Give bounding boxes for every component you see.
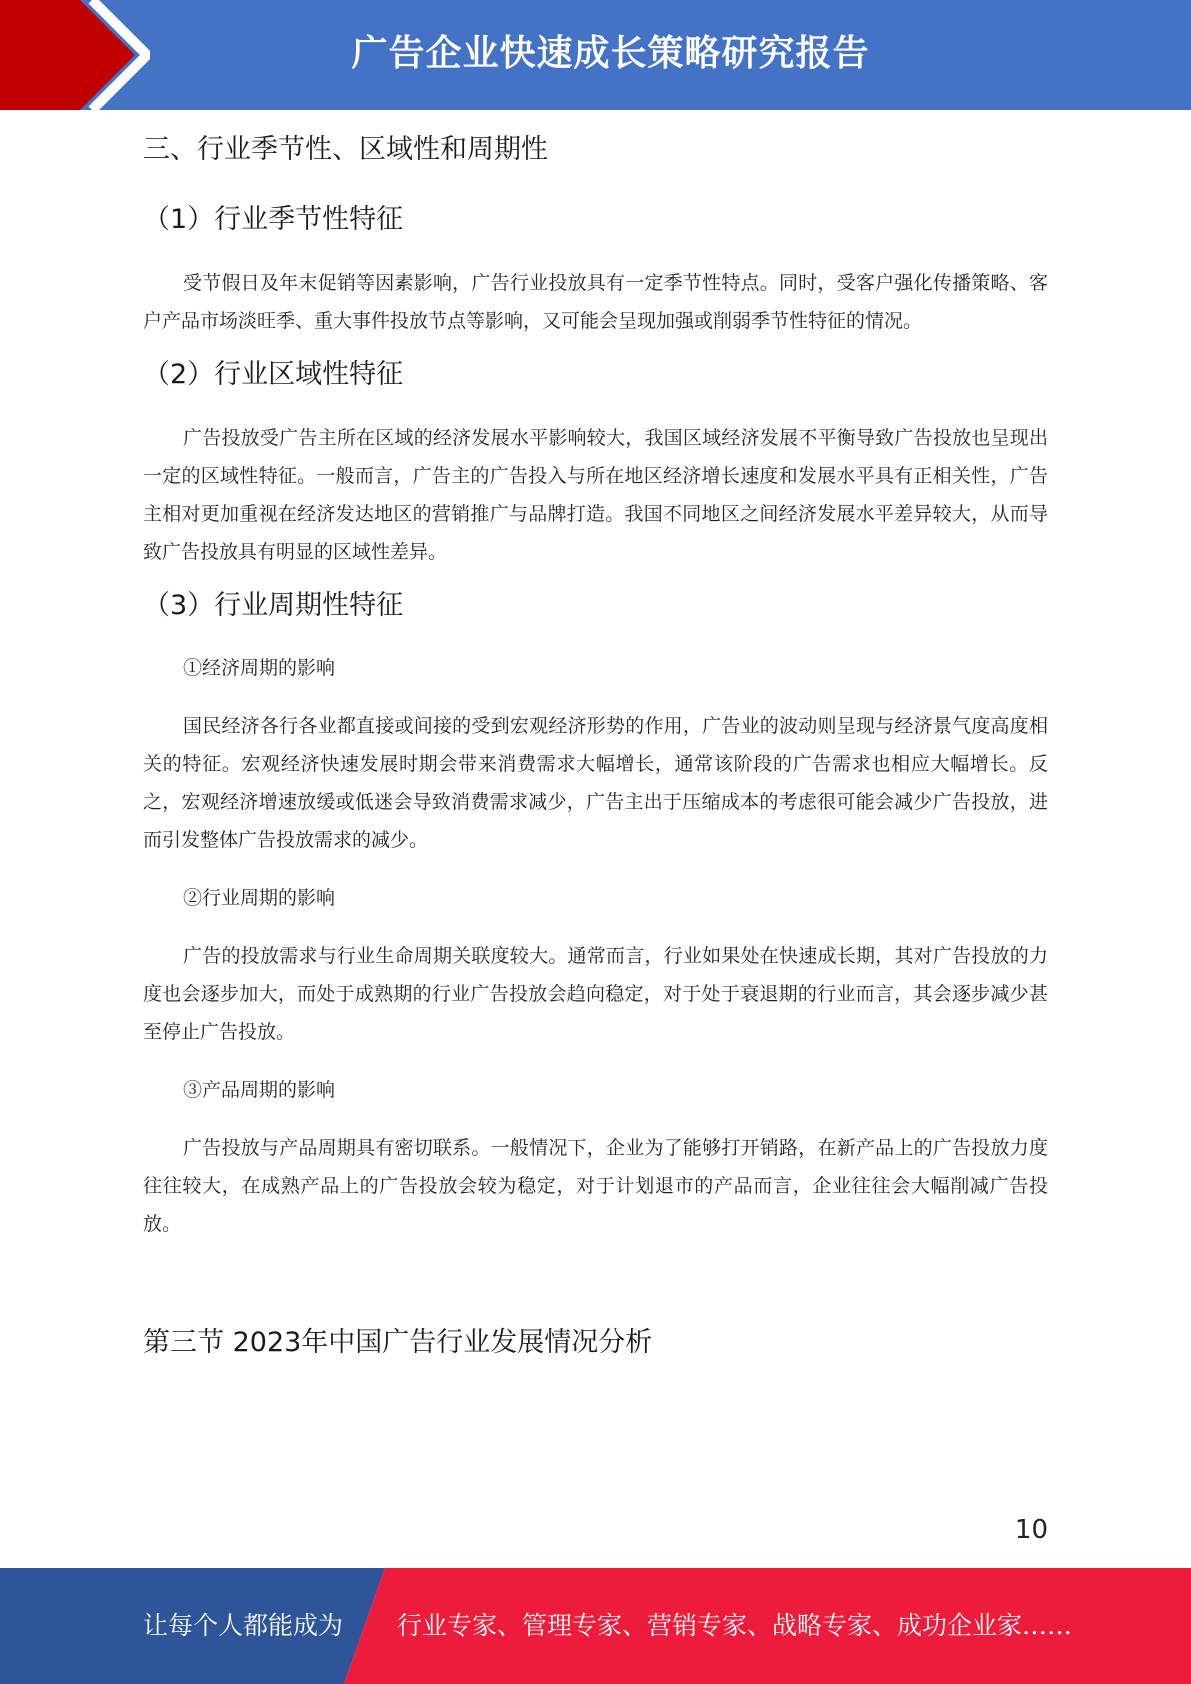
footer-slogan-right: 行业专家、管理专家、营销专家、战略专家、成功企业家…… xyxy=(397,1611,1073,1640)
page-number: 10 xyxy=(1014,1515,1048,1545)
paragraph-economic-cycle: 国民经济各行各业都直接或间接的受到宏观经济形势的作用，广告业的波动则呈现与经济景气度高度相关的特征。宏观经济快速发展时期会带来消费需求大幅增长，通常该阶段的广告需求也相应大幅增长。反之，宏观经济增速放缓或低迷会导致消费需求减少，广告主出于压缩成本的考虑很可能会减少广告投放，进而引发整体广告投放需求的减少。 xyxy=(143,715,1048,851)
subheading-seasonal: （1）行业季节性特征 xyxy=(143,204,404,235)
item-industry-cycle: ②行业周期的影响 xyxy=(183,887,336,909)
next-section-heading: 第三节 2023年中国广告行业发展情况分析 xyxy=(143,1327,653,1358)
item-product-cycle: ③产品周期的影响 xyxy=(183,1079,336,1101)
footer-slogan-left: 让每个人都能成为 xyxy=(143,1611,344,1640)
item-economic-cycle: ①经济周期的影响 xyxy=(183,657,336,679)
paragraph-seasonal: 受节假日及年末促销等因素影响，广告行业投放具有一定季节性特点。同时，受客户强化传播策略、客户产品市场淡旺季、重大事件投放节点等影响，又可能会呈现加强或削弱季节性特征的情况。 xyxy=(143,272,1048,332)
report-title: 广告企业快速成长策略研究报告 xyxy=(351,33,870,74)
paragraph-product-cycle: 广告投放与产品周期具有密切联系。一般情况下，企业为了能够打开销路，在新产品上的广告投放力度往往较大，在成熟产品上的广告投放会较为稳定，对于计划退市的产品而言，企业往往会大幅削减广告投放。 xyxy=(143,1137,1048,1235)
subheading-regional: （2）行业区域性特征 xyxy=(143,359,404,390)
section-heading: 三、行业季节性、区域性和周期性 xyxy=(143,134,548,165)
footer-banner xyxy=(0,1568,1191,1684)
page-content xyxy=(143,128,1048,1365)
subheading-cyclical: （3）行业周期性特征 xyxy=(143,590,404,621)
paragraph-industry-cycle: 广告的投放需求与行业生命周期关联度较大。通常而言，行业如果处在快速成长期，其对广告投放的力度也会逐步加大，而处于成熟期的行业广告投放会趋向稳定，对于处于衰退期的行业而言，其会逐步减少甚至停止广告投放。 xyxy=(143,945,1048,1043)
paragraph-regional: 广告投放受广告主所在区域的经济发展水平影响较大，我国区域经济发展不平衡导致广告投放也呈现出一定的区域性特征。一般而言，广告主的广告投入与所在地区经济增长速度和发展水平具有正相关性，广告主相对更加重视在经济发达地区的营销推广与品牌打造。我国不同地区之间经济发展水平差异较大，从而导致广告投放具有明显的区域性差异。 xyxy=(143,427,1048,563)
